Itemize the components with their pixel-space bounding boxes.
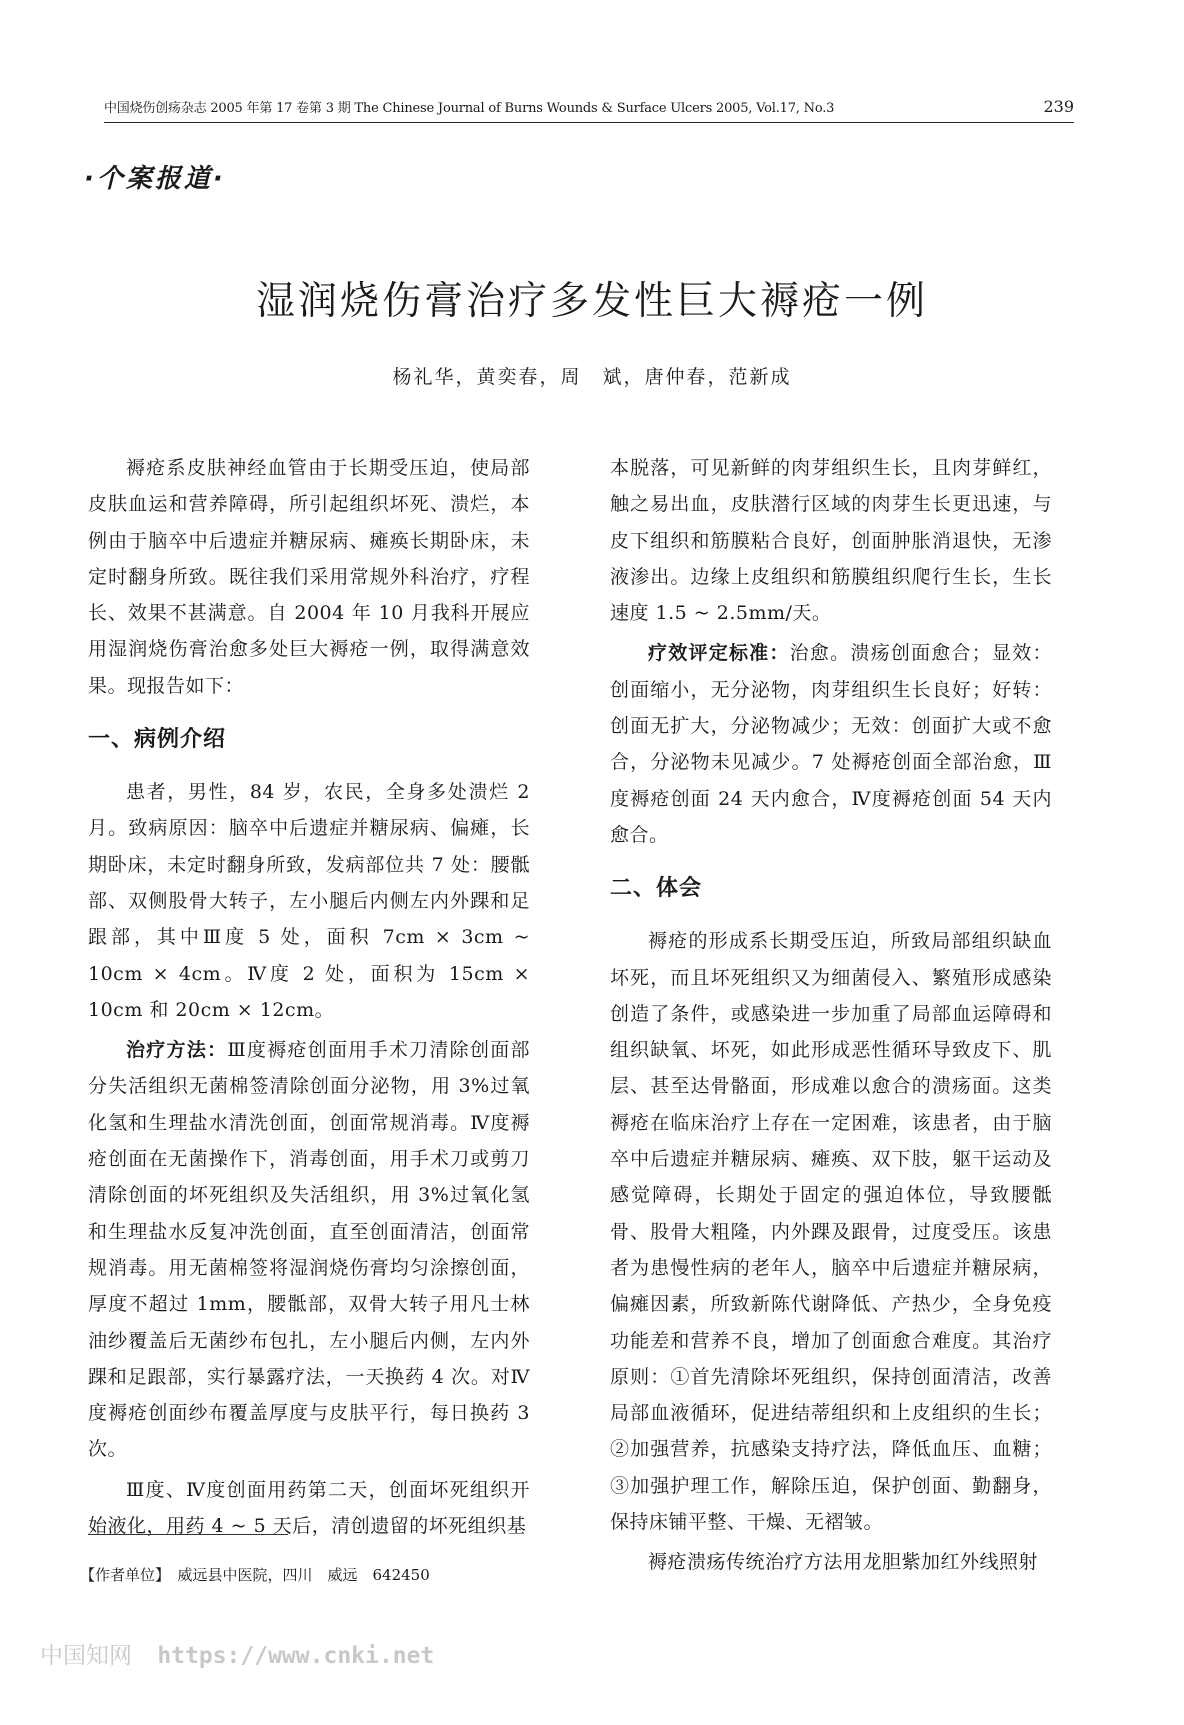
section-label: ·个案报道· [84,164,226,194]
cnki-url: https://www.cnki.net [157,1643,435,1669]
cnki-logo: 中国知网 [40,1643,132,1669]
header-rule [104,122,1074,123]
heading-case-report: 一、病例介绍 [88,727,227,753]
footnote-rule [88,1534,288,1535]
cnki-watermark [40,1637,434,1670]
criteria-paragraph [610,635,1052,853]
method-label: 治疗方法： [126,1039,228,1062]
criteria-label: 疗效评定标准： [648,642,790,665]
method-text: Ⅲ度褥疮创面用手术刀清除创面部分失活组织无菌棉签清除创面分泌物，用 3%过氧化氢和生理盐水清洗创面，创面常规消毒。Ⅳ度褥疮创面在无菌操作下，消毒创面，用手术刀或剪刀清除创面的坏死组织及失活组织，用 3%过氧化氢和生理盐水反复冲洗创面，直至创面清洁，创面常规消毒。用无菌棉签将湿润烧伤膏均匀涂擦创面，厚度不超过 1mm，腰骶部，双骨大转子用凡士林油纱覆盖后无菌纱布包扎，左小腿后内侧，左内外踝和足跟部，实行暴露疗法，一天换药 4 次。对Ⅳ度褥疮创面纱布覆盖厚度与皮肤平行，每日换药 3 次。 [88,1039,530,1461]
outcome-continued-paragraph: 本脱落，可见新鲜的肉芽组织生长，且肉芽鲜红，触之易出血，皮肤潜行区域的肉芽生长更迅速，与皮下组织和筋膜粘合良好，创面肿胀消退快，无渗液渗出。边缘上皮组织和筋膜组织爬行生长，生长速度 1.5 ~ 2.5mm/天。 [610,457,1052,625]
case-paragraph: 患者，男性，84 岁，农民，全身多处溃烂 2 月。致病原因：脑卒中后遗症并糖尿病、偏瘫，长期卧床，未定时翻身所致，发病部位共 7 处：腰骶部、双侧股骨大转子，左小腿后内侧左内外踝和足跟部，其中Ⅲ度 5 处，面积 7cm × 3cm ~ 10cm × 4cm。Ⅳ度 2 处，面积为 15cm × 10cm 和 20cm × 12cm。 [88,781,530,1021]
outcome-paragraph: Ⅲ度、Ⅳ度创面用药第二天，创面坏死组织开始液化，用药 4 ~ 5 天后，清创遗留的坏死组织基 [88,1478,530,1538]
method-paragraph [88,1032,530,1468]
heading-discussion: 二、体会 [610,876,703,902]
right-column [610,450,1052,1581]
last-paragraph: 褥疮溃疡传统治疗方法用龙胆紫加红外线照射 [648,1551,1039,1574]
criteria-text: 治愈。溃疡创面愈合；显效：创面缩小，无分泌物，肉芽组织生长良好；好转：创面无扩大，分泌物减少；无效：创面扩大或不愈合，分泌物未见减少。7 处褥疮创面全部治愈，Ⅲ度褥疮创面 24 天内愈合，Ⅳ度褥疮创面 54 天内愈合。 [610,642,1052,846]
discussion-paragraph: 褥疮的形成系长期受压迫，所致局部组织缺血坏死，而且坏死组织又为细菌侵入、繁殖形成感染创造了条件，或感染进一步加重了局部血运障碍和组织缺氧、坏死，如此形成恶性循环导致皮下、肌层、甚至达骨骼面，形成难以愈合的溃疡面。这类褥疮在临床治疗上存在一定困难，该患者，由于脑卒中后遗症并糖尿病、瘫痪、双下肢，躯干运动及感觉障碍，长期处于固定的强迫体位，导致腰骶骨、股骨大粗隆，内外踝及跟骨，过度受压。该患者为患慢性病的老年人，脑卒中后遗症并糖尿病，偏瘫因素，所致新陈代谢降低、产热少，全身免疫功能差和营养不良，增加了创面愈合难度。其治疗原则：①首先清除坏死组织，保持创面清洁，改善局部血液循环，促进结蒂组织和上皮组织的生长；②加强营养，抗感染支持疗法，降低血压、血糖；③加强护理工作，解除压迫，保护创面、勤翻身，保持床铺平整、干燥、无褶皱。 [610,930,1052,1534]
page-number: 239 [1043,97,1074,116]
running-head-text: 中国烧伤创疡杂志 2005 年第 17 卷第 3 期 The Chinese Journal of Burns Wounds & Surface Ulcers 2005, Vol.17, No.3 [104,101,835,116]
left-column [88,450,530,1544]
author-affiliation: 【作者单位】 威远县中医院，四川 威远 642450 [80,1566,430,1584]
intro-paragraph: 褥疮系皮肤神经血管由于长期受压迫，使局部皮肤血运和营养障碍，所引起组织坏死、溃烂，本例由于脑卒中后遗症并糖尿病、瘫痪长期卧床，未定时翻身所致。既往我们采用常规外科治疗，疗程长、效果不甚满意。自 2004 年 10 月我科开展应用湿润烧伤膏治愈多处巨大褥疮一例，取得满意效果。现报告如下： [88,457,530,697]
author-list: 杨礼华，黄奕春，周 斌，唐仲春，范新成 [392,366,792,388]
article-title: 湿润烧伤膏治疗多发性巨大褥疮一例 [255,279,928,325]
